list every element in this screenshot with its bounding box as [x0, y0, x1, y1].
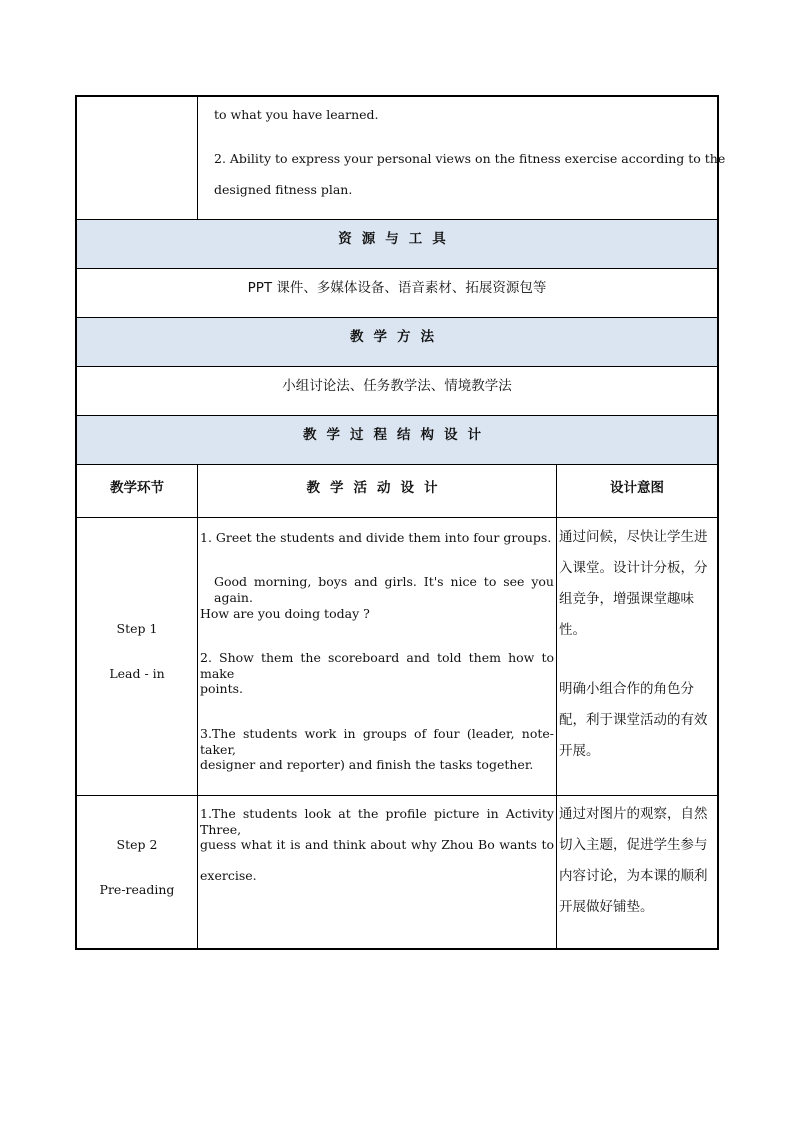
objective-text-line: 2. Ability to express your personal views on the fitness exercise according to the — [214, 151, 726, 166]
step-1-activity-line: Good morning, boys and girls. It's nice to see you again. — [214, 574, 554, 605]
column-header-intent: 设计意图 — [610, 480, 664, 496]
column-divider — [197, 97, 198, 219]
step-2-activity-line: exercise. — [200, 868, 257, 883]
step-1-activity-line: How are you doing today ? — [200, 606, 370, 621]
resources-content: PPT 课件、多媒体设备、语音素材、拓展资源包等 — [247, 280, 547, 296]
column-divider — [197, 464, 198, 948]
step-1-activity-line: 1. Greet the students and divide them into four groups. — [200, 530, 552, 545]
row-divider — [77, 795, 717, 796]
row-divider — [77, 517, 717, 518]
step-1-label: Step 1 — [116, 621, 158, 636]
process-header: 教学过程结构设计 — [303, 427, 491, 443]
column-divider — [556, 464, 557, 948]
objective-text-line: to what you have learned. — [214, 107, 379, 122]
step-1-activity-line: points. — [200, 681, 243, 696]
methods-content: 小组讨论法、任务教学法、情境教学法 — [282, 378, 512, 394]
methods-header: 教学方法 — [350, 329, 444, 345]
step-1-activity-line: 2. Show them the scoreboard and told them how to make — [200, 650, 554, 681]
row-divider — [77, 317, 717, 318]
row-divider — [77, 415, 717, 416]
step-1-activity-line: designer and reporter) and finish the tasks together. — [200, 757, 534, 772]
row-divider — [77, 268, 717, 269]
step-2-label: Step 2 — [116, 837, 158, 852]
step-1-intent-2: 明确小组合作的角色分配，利于课堂活动的有效开展。 — [559, 681, 708, 759]
resources-header: 资源与工具 — [338, 231, 456, 247]
step-1-activity-line: 3.The students work in groups of four (leader, note-taker, — [200, 726, 554, 757]
column-header-activity: 教学活动设计 — [306, 480, 448, 496]
step-2-intent: 通过对图片的观察，自然切入主题，促进学生参与内容讨论，为本课的顺利开展做好铺垫。 — [559, 806, 708, 915]
step-2-title: Pre-reading — [99, 882, 175, 897]
row-divider — [77, 464, 717, 465]
objective-text-line: designed fitness plan. — [214, 182, 353, 197]
step-2-activity-line: guess what it is and think about why Zhou Bo wants to — [200, 837, 554, 852]
row-divider — [77, 366, 717, 367]
step-1-intent-1: 通过问候，尽快让学生进入课堂。设计计分板，分组竞争，增强课堂趣味性。 — [559, 529, 708, 638]
row-divider — [77, 219, 717, 220]
lesson-plan-table — [75, 95, 726, 950]
column-header-stage: 教学环节 — [110, 480, 164, 496]
step-1-title: Lead - in — [109, 666, 165, 681]
step-2-activity-line: 1.The students look at the profile picture in Activity Three, — [200, 806, 554, 837]
